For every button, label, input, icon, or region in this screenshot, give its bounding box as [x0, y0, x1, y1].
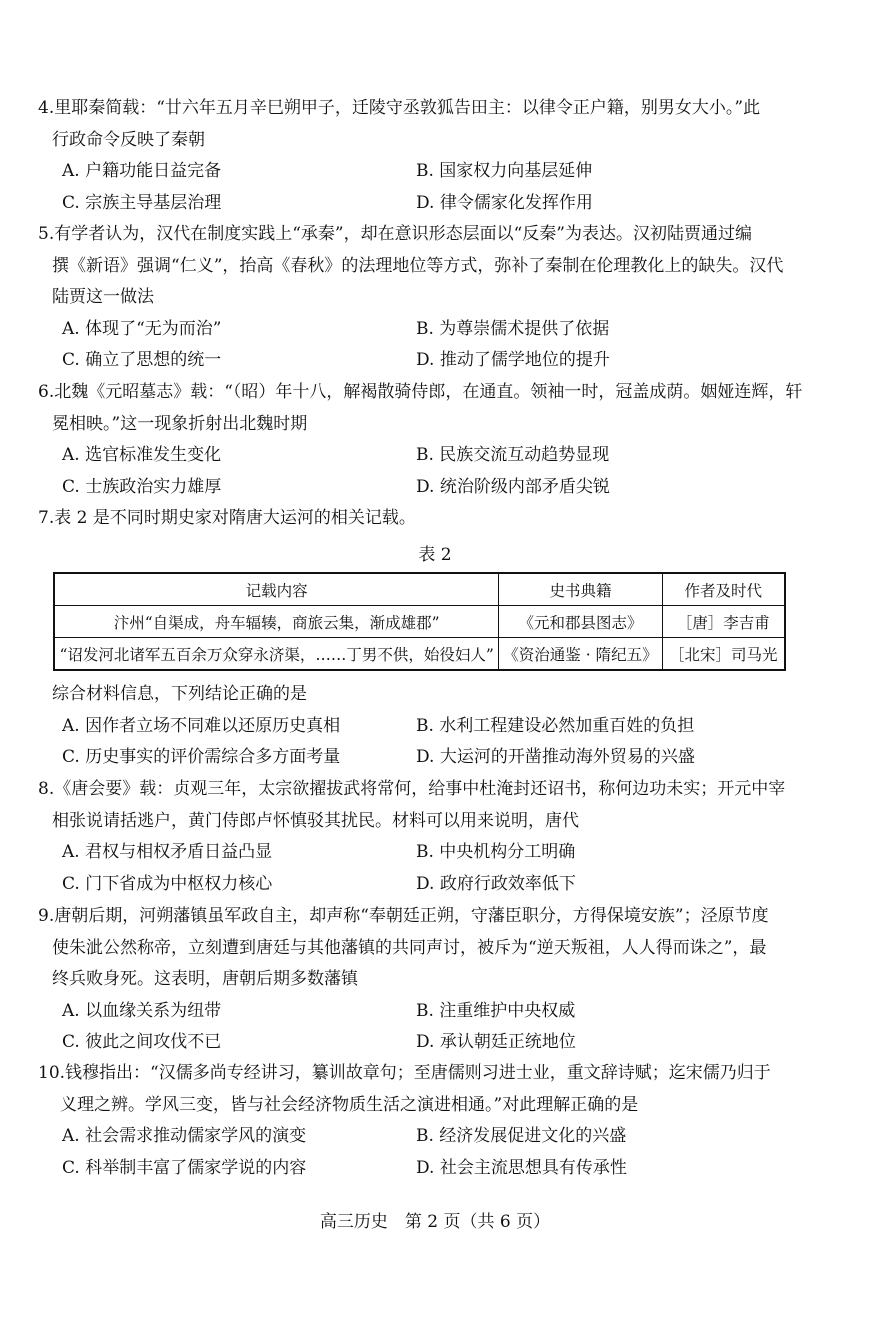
stem-line: 9.唐朝后期，河朔藩镇虽军政自主，却声称“奉朝廷正朔，守藩臣职分，方得保境安族”；泾原节度	[38, 906, 769, 926]
question-7-options	[38, 679, 838, 774]
stem-line: 5.有学者认为，汉代在制度实践上“承秦”，却在意识形态层面以“反秦”为表达。汉初陆贾通过编	[38, 224, 752, 244]
options	[62, 156, 838, 219]
stem-line: 行政命令反映了秦朝	[52, 129, 205, 150]
options	[62, 440, 838, 503]
option-b[interactable]: B. 中央机构分工明确	[416, 842, 576, 862]
question-4	[38, 93, 838, 219]
table-cell: ［北宋］司马光	[662, 638, 785, 671]
stem-line: 8.《唐会要》载：贞观三年，太宗欲擢拔武将常何，给事中杜淹封还诏书，称何边功未实；开元中宰	[38, 779, 786, 799]
stem-line: 撰《新语》强调“仁义”，抬高《春秋》的法理地位等方式，弥补了秦制在伦理教化上的缺失。汉代	[52, 255, 784, 276]
table-cell: “诏发河北诸军五百余万众穿永济渠，……丁男不供，始役妇人”	[54, 638, 499, 671]
table-cell: 《资治通鉴 · 隋纪五》	[499, 638, 662, 671]
question-stem	[38, 219, 838, 314]
option-d[interactable]: D. 统治阶级内部矛盾尖锐	[416, 476, 610, 497]
question-stem	[38, 679, 838, 711]
question-stem	[38, 377, 838, 440]
option-b[interactable]: B. 经济发展促进文化的兴盛	[416, 1126, 627, 1146]
option-c[interactable]: C. 确立了思想的统一	[62, 350, 222, 370]
options	[62, 314, 838, 377]
option-c[interactable]: C. 宗族主导基层治理	[62, 192, 222, 213]
stem-line: 相张说请括逃户，黄门侍郎卢怀慎驳其扰民。材料可以用来说明，唐代	[52, 810, 579, 831]
option-b[interactable]: B. 为尊崇儒术提供了依据	[416, 318, 610, 339]
table-header-cell: 记载内容	[54, 573, 499, 606]
question-stem	[38, 93, 838, 156]
option-c[interactable]: C. 科举制丰富了儒家学说的内容	[62, 1157, 307, 1178]
question-stem	[38, 503, 838, 535]
options	[62, 711, 838, 774]
stem-line: 义理之辨。学风三变，皆与社会经济物质生活之演进相通。”对此理解正确的是	[60, 1094, 639, 1115]
option-a[interactable]: A. 君权与相权矛盾日益凸显	[62, 842, 273, 862]
option-a[interactable]: A. 因作者立场不同难以还原历史真相	[62, 715, 341, 736]
question-7	[38, 503, 838, 535]
options	[62, 1121, 838, 1184]
option-d[interactable]: D. 社会主流思想具有传承性	[416, 1157, 627, 1178]
option-d[interactable]: D. 大运河的开凿推动海外贸易的兴盛	[416, 747, 695, 767]
option-b[interactable]: B. 注重维护中央权威	[416, 1000, 576, 1021]
option-c[interactable]: C. 历史事实的评价需综合多方面考量	[62, 747, 341, 767]
option-c[interactable]: C. 彼此之间攻伐不已	[62, 1032, 222, 1052]
options	[62, 837, 838, 900]
option-b[interactable]: B. 民族交流互动趋势显现	[416, 445, 610, 465]
question-9	[38, 901, 838, 1059]
option-d[interactable]: D. 政府行政效率低下	[416, 873, 576, 894]
stem-line: 陆贾这一做法	[52, 287, 154, 307]
options	[62, 996, 838, 1059]
stem-line: 7.表 2 是不同时期史家对隋唐大运河的相关记载。	[38, 508, 416, 528]
stem-line: 10.钱穆指出：“汉儒多尚专经讲习，纂训故章句；至唐儒则习进士业，重文辞诗赋；迄宋儒乃归于	[38, 1063, 771, 1083]
page-footer: 高三历史 第 2 页（共 6 页）	[319, 1212, 551, 1232]
table-row	[54, 606, 785, 638]
question-stem	[38, 901, 838, 996]
question-stem	[38, 1058, 838, 1121]
table-header-row	[54, 573, 785, 606]
stem-line: 综合材料信息，下列结论正确的是	[52, 684, 307, 704]
table-header-cell: 史书典籍	[499, 573, 662, 606]
history-table	[53, 572, 786, 671]
question-8	[38, 774, 838, 900]
stem-line: 终兵败身死。这表明，唐朝后期多数藩镇	[52, 969, 358, 989]
option-d[interactable]: D. 律令儒家化发挥作用	[416, 192, 593, 213]
table-cell: 《元和郡县图志》	[499, 606, 662, 638]
table-row	[54, 638, 785, 671]
table-header-cell: 作者及时代	[662, 573, 785, 606]
option-a[interactable]: A. 社会需求推动儒家学风的演变	[62, 1126, 307, 1146]
option-c[interactable]: C. 门下省成为中枢权力核心	[62, 873, 273, 894]
option-d[interactable]: D. 承认朝廷正统地位	[416, 1032, 576, 1052]
table-caption: 表 2	[418, 545, 452, 565]
question-6	[38, 377, 838, 503]
stem-line: 使朱泚公然称帝，立刻遭到唐廷与其他藩镇的共同声讨，被斥为“逆天叛祖，人人得而诛之”，最	[52, 937, 767, 958]
stem-line: 6.北魏《元昭墓志》载：“（昭）年十八，解褐散骑侍郎，在通直。领袖一时，冠盖成荫。姻娅连辉，轩	[38, 382, 803, 402]
option-a[interactable]: A. 体现了“无为而治”	[62, 318, 222, 339]
option-c[interactable]: C. 士族政治实力雄厚	[62, 476, 222, 497]
stem-line: 冕相映。”这一现象折射出北魏时期	[52, 413, 308, 434]
stem-line: 4.里耶秦简载：“廿六年五月辛巳朔甲子，迁陵守丞敦狐告田主：以律令正户籍，别男女大小。”此	[38, 98, 761, 118]
table-cell: 汴州“自渠成，舟车辐辏，商旅云集，渐成雄郡”	[54, 606, 499, 638]
option-d[interactable]: D. 推动了儒学地位的提升	[416, 350, 610, 370]
table-cell: ［唐］李吉甫	[662, 606, 785, 638]
option-b[interactable]: B. 国家权力向基层延伸	[416, 161, 593, 181]
question-5	[38, 219, 838, 377]
question-10	[38, 1058, 838, 1184]
option-a[interactable]: A. 选官标准发生变化	[62, 445, 222, 465]
option-a[interactable]: A. 以血缘关系为纽带	[62, 1000, 222, 1021]
option-b[interactable]: B. 水利工程建设必然加重百姓的负担	[416, 715, 695, 736]
question-stem	[38, 774, 838, 837]
option-a[interactable]: A. 户籍功能日益完备	[62, 161, 222, 181]
